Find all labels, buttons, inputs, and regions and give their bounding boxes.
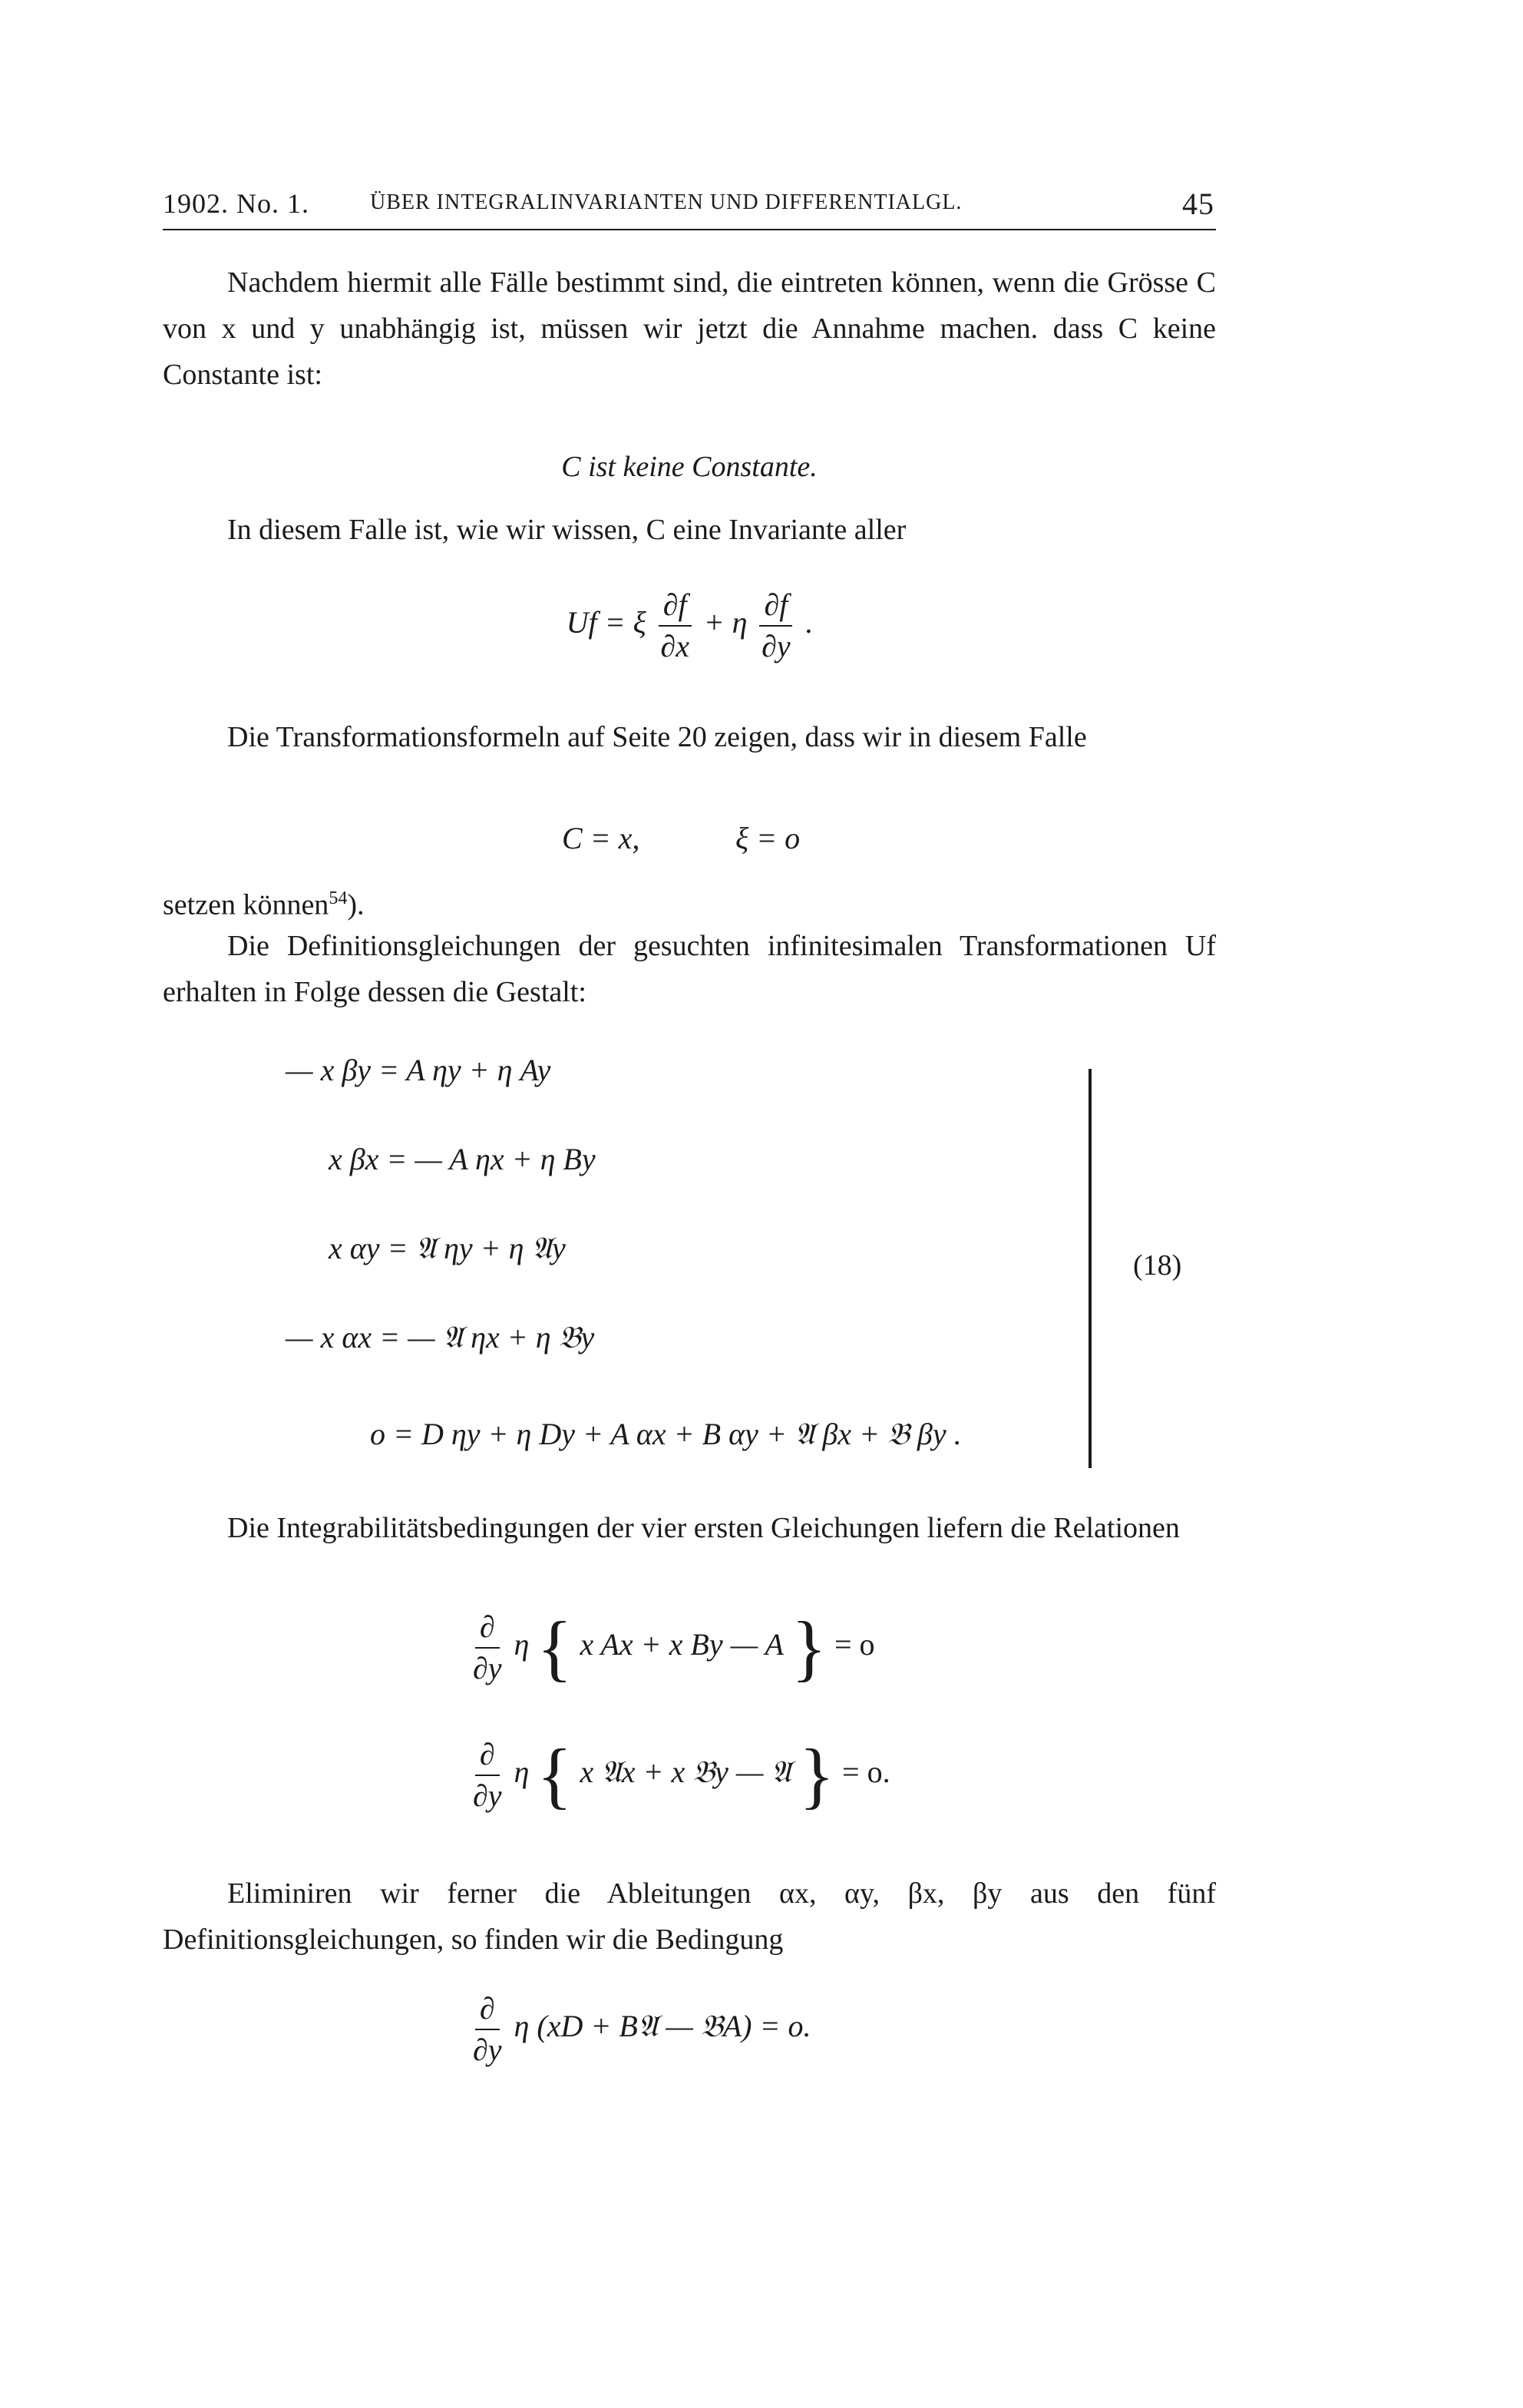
rel2-num: ∂: [475, 1739, 500, 1776]
header-year-no: 1902. No. 1.: [163, 188, 309, 219]
rel1-right-brace: }: [791, 1606, 827, 1689]
rel1-den: ∂y: [473, 1651, 502, 1685]
paragraph-eliminate: Eliminiren wir ferner die Ableitungen αx, αy, βx, βy aus den fünf Definitionsgleichungen, so finden wir die Bedingung: [163, 1877, 1216, 1956]
eq-uf-end: .: [804, 605, 813, 640]
rel1-num: ∂: [475, 1612, 500, 1649]
rel2-den: ∂y: [473, 1778, 502, 1813]
eq-uf-den2: ∂y: [762, 629, 791, 663]
system-line-3: x αy = 𝔄 ηy + η 𝔄y: [329, 1231, 566, 1265]
eq-uf-den1: ∂x: [660, 629, 689, 663]
eq-uf-lhs: Uf = ξ: [566, 605, 646, 640]
rel1-fraction: [473, 1609, 502, 1685]
eq-cx-left: C = x,: [562, 821, 640, 855]
paragraph-invariant: In diesem Falle ist, wie wir wissen, C eine Invariante aller: [227, 514, 907, 546]
rel2-eta: η: [514, 1755, 530, 1790]
section-heading: C ist keine Constante.: [561, 451, 818, 483]
system-line-2: x βx = — A ηx + η By: [329, 1142, 596, 1176]
footnote-marker: 54: [329, 888, 348, 908]
rel1-body: x Ax + x By — A: [580, 1627, 784, 1662]
paragraph-intro: Nachdem hiermit alle Fälle bestimmt sind, die eintreten können, wenn die Grösse C von x und y unabhängig ist, müssen wir jetzt die Annahme machen. dass C keine Constante ist:: [163, 266, 1216, 391]
relation-2: [468, 1734, 1082, 1831]
system-line-4: — x αx = — 𝔄 ηx + η 𝔅y: [286, 1320, 595, 1354]
rel2-left-brace: {: [537, 1734, 573, 1816]
rel2-post: = o.: [842, 1755, 890, 1790]
header-title: ÜBER INTEGRALINVARIANTEN UND DIFFERENTIALGL.: [370, 190, 963, 214]
system-line-5: o = D ηy + η Dy + A αx + B αy + 𝔄 βx + 𝔅 βy .: [370, 1417, 962, 1451]
paragraph-definitions: Die Definitionsgleichungen der gesuchten infinitesimalen Transformationen Uf erhalten in Folge dessen die Gestalt:: [163, 930, 1216, 1008]
paragraph-setzen: [163, 875, 1216, 928]
eq-cx-right: ξ = o: [735, 821, 801, 855]
rel1-post: = o: [834, 1627, 875, 1662]
final-equation: [468, 1993, 1082, 2086]
paragraph-integrability: Die Integrabilitätsbedingungen der vier ersten Gleichungen liefern die Relationen: [227, 1512, 1180, 1544]
eq-uf-num1: ∂f: [659, 590, 692, 627]
equation-number-18: (18): [1133, 1249, 1182, 1282]
equation-system-18: [163, 1052, 1216, 1482]
final-den: ∂y: [473, 2033, 502, 2067]
system-line-1: — x βy = A ηy + η Ay: [286, 1053, 551, 1087]
eq-uf-num2: ∂f: [759, 590, 792, 627]
header-rule: [163, 229, 1216, 230]
equation-c-equals-x: [163, 820, 1216, 866]
rel2-body: x 𝔄x + x 𝔅y — 𝔄: [580, 1755, 791, 1790]
rel1-left-brace: {: [537, 1606, 573, 1689]
eq-uf-mid: + η: [703, 605, 748, 640]
final-body: η (xD + B𝔄 — 𝔅A) = o.: [514, 2009, 811, 2044]
paragraph-transformation: Die Transformationsformeln auf Seite 20 zeigen, dass wir in diesem Falle: [227, 721, 1087, 753]
equation-uf: [163, 587, 1216, 663]
rel2-right-brace: }: [798, 1734, 835, 1816]
running-header: [163, 180, 1216, 226]
final-num: ∂: [475, 1993, 500, 2030]
rel1-eta: η: [514, 1627, 530, 1662]
relation-1: [468, 1606, 1082, 1703]
page-number: 45: [1182, 187, 1214, 221]
rel2-fraction: [473, 1739, 502, 1811]
setzen-text: setzen können: [163, 888, 329, 921]
eq-uf-frac-2: [759, 587, 792, 663]
eq-uf-frac-1: [659, 587, 692, 663]
final-fraction: [473, 1993, 502, 2066]
setzen-end: ).: [347, 888, 365, 921]
system-brace: [1089, 1069, 1092, 1468]
